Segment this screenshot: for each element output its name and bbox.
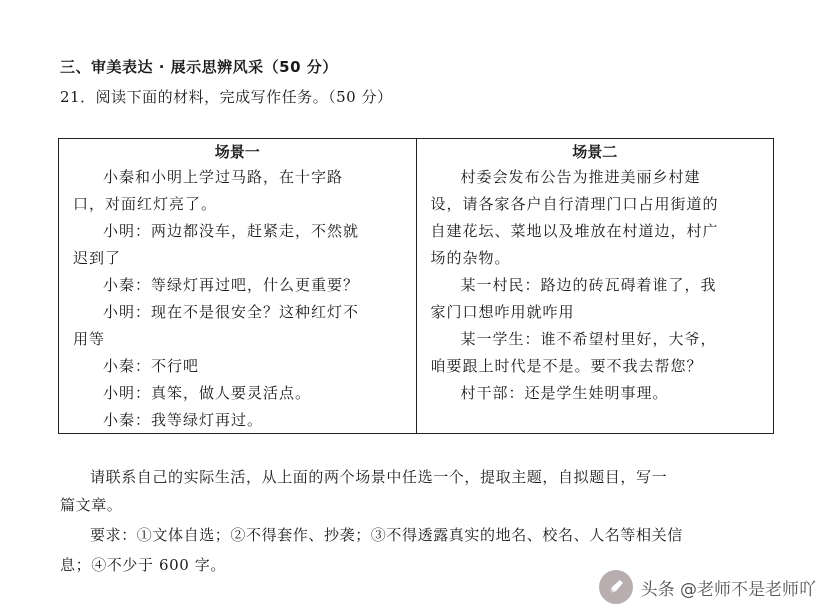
writing-task-line: 请联系自己的实际生活，从上面的两个场景中任选一个，提取主题，自拟题目，写一 — [90, 468, 668, 486]
scene-two-line: 村委会发布公告为推进美丽乡村建 — [460, 168, 701, 186]
requirements-line: 要求：①文体自选；②不得套作、抄袭；③不得透露真实的地名、校名、人名等相关信 — [90, 526, 683, 544]
scene-two-line: 家门口想咋用就咋用 — [430, 303, 575, 321]
scene-one-line: 小秦：我等绿灯再过。 — [103, 411, 264, 429]
question-prompt: 21．阅读下面的材料，完成写作任务。（50 分） — [60, 88, 393, 106]
scene-one-line: 口，对面红灯亮了。 — [73, 195, 218, 213]
scene-one-line: 小明：现在不是很安全？这种红灯不 — [103, 303, 360, 321]
scene-two-line: 某一学生：谁不希望村里好，大爷， — [460, 330, 717, 348]
watermark-text: 头条 @老师不是老师吖 — [640, 579, 816, 600]
requirements-line: 息；④不少于 600 字。 — [60, 556, 226, 574]
scene-one-line: 迟到了 — [73, 249, 122, 267]
scene-two-line: 咱要跟上时代是不是。要不我去帮您？ — [430, 357, 703, 375]
scene-one-line: 用等 — [73, 330, 106, 348]
scene-one-line: 小秦和小明上学过马路，在十字路 — [103, 168, 344, 186]
pen-logo-icon — [599, 570, 633, 604]
scene-two-line: 自建花坛、菜地以及堆放在村道边，村广 — [430, 222, 719, 240]
scene-one-title: 场景一 — [214, 143, 260, 161]
scene-one-line: 小明：两边都没车，赶紧走，不然就 — [103, 222, 360, 240]
section-title: 三、审美表达 · 展示思辨风采（50 分） — [60, 58, 338, 76]
scene-two — [416, 139, 774, 433]
scene-table — [58, 138, 774, 434]
scene-two-line: 场的杂物。 — [430, 249, 511, 267]
scene-one-line: 小秦：不行吧 — [103, 357, 200, 375]
scene-one-line: 小秦：等绿灯再过吧，什么更重要？ — [103, 276, 360, 294]
writing-task-line: 篇文章。 — [60, 496, 123, 514]
scene-one-line: 小明：真笨，做人要灵活点。 — [103, 384, 312, 402]
watermark — [599, 570, 816, 604]
scene-two-line: 某一村民：路边的砖瓦碍着谁了，我 — [460, 276, 717, 294]
scene-two-title: 场景二 — [572, 143, 618, 161]
scene-two-line: 设，请各家各户自行清理门口占用街道的 — [430, 195, 719, 213]
scene-two-line: 村干部：还是学生娃明事理。 — [460, 384, 669, 402]
scene-one — [59, 139, 416, 433]
